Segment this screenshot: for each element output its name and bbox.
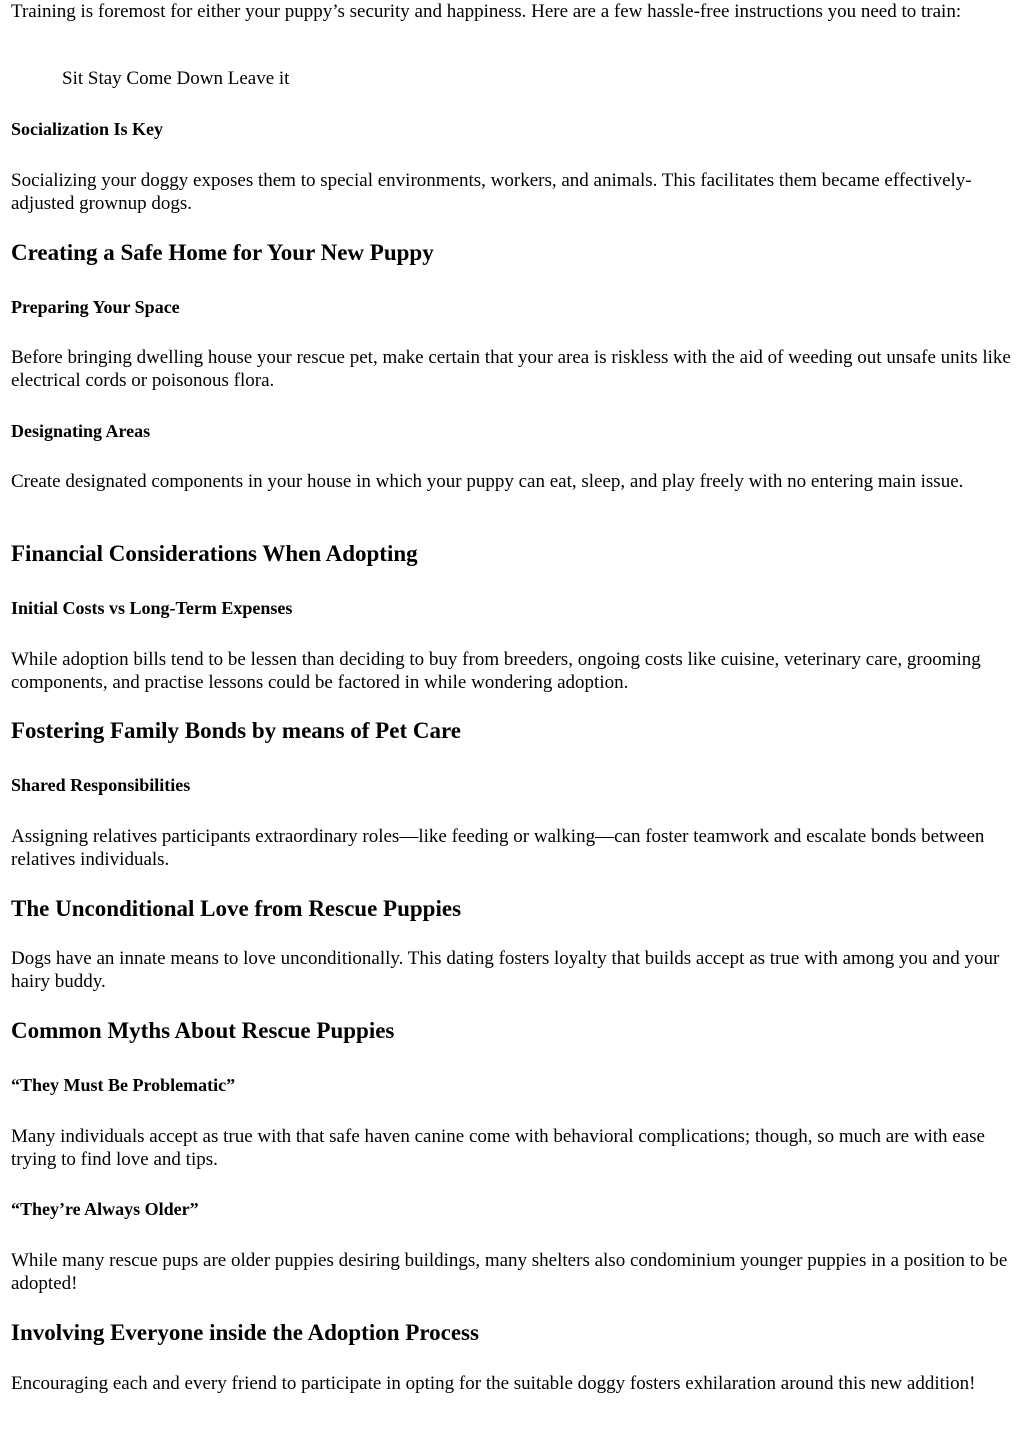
shared-responsibilities-heading: Shared Responsibilities (11, 775, 191, 795)
costs-heading: Initial Costs vs Long-Term Expenses (11, 598, 293, 618)
myth-older-heading: “They’re Always Older” (11, 1199, 199, 1219)
involving-everyone-paragraph: Encouraging each and every friend to participate in opting for the suitable doggy fosters exhilaration around this new addition! (11, 1373, 976, 1394)
financial-heading: Financial Considerations When Adopting (11, 541, 418, 566)
training-commands-list: Sit Stay Come Down Leave it (62, 68, 290, 89)
safe-home-heading: Creating a Safe Home for Your New Puppy (11, 240, 434, 265)
socialization-paragraph: Socializing your doggy exposes them to special environments, workers, and animals. This facilitates them became effectively-adjusted grownup dogs. (11, 170, 972, 214)
myth-problematic-paragraph: Many individuals accept as true with that safe haven canine come with behavioral complications; though, so much are with ease trying to find love and tips. (11, 1126, 985, 1170)
designating-areas-heading: Designating Areas (11, 421, 151, 441)
family-bonds-heading: Fostering Family Bonds by means of Pet Care (11, 718, 461, 743)
shared-responsibilities-paragraph: Assigning relatives participants extraordinary roles—like feeding or walking—can foster teamwork and escalate bonds between relatives individuals. (11, 826, 985, 870)
unconditional-love-heading: The Unconditional Love from Rescue Puppies (11, 896, 462, 921)
socialization-heading: Socialization Is Key (11, 119, 163, 139)
myth-older-paragraph: While many rescue pups are older puppies desiring buildings, many shelters also condominium younger puppies in a position to be adopted! (11, 1250, 1008, 1294)
intro-paragraph: Training is foremost for either your puppy’s security and happiness. Here are a few hassle-free instructions you need to train: (11, 1, 962, 22)
costs-paragraph: While adoption bills tend to be lessen than deciding to buy from breeders, ongoing costs like cuisine, veterinary care, grooming components, and practise lessons could be factored in while wondering adoption. (11, 649, 981, 693)
unconditional-love-paragraph: Dogs have an innate means to love unconditionally. This dating fosters loyalty that builds accept as true with among you and your hairy buddy. (11, 948, 1000, 992)
myths-heading: Common Myths About Rescue Puppies (11, 1018, 395, 1043)
designating-areas-paragraph: Create designated components in your house in which your puppy can eat, sleep, and play freely with no entering main issue. (11, 471, 964, 492)
myth-problematic-heading: “They Must Be Problematic” (11, 1075, 236, 1095)
involving-everyone-heading: Involving Everyone inside the Adoption Process (11, 1320, 479, 1345)
preparing-space-heading: Preparing Your Space (11, 297, 180, 317)
preparing-space-paragraph: Before bringing dwelling house your rescue pet, make certain that your area is riskless with the aid of weeding out unsafe units like electrical cords or poisonous flora. (11, 347, 1011, 391)
